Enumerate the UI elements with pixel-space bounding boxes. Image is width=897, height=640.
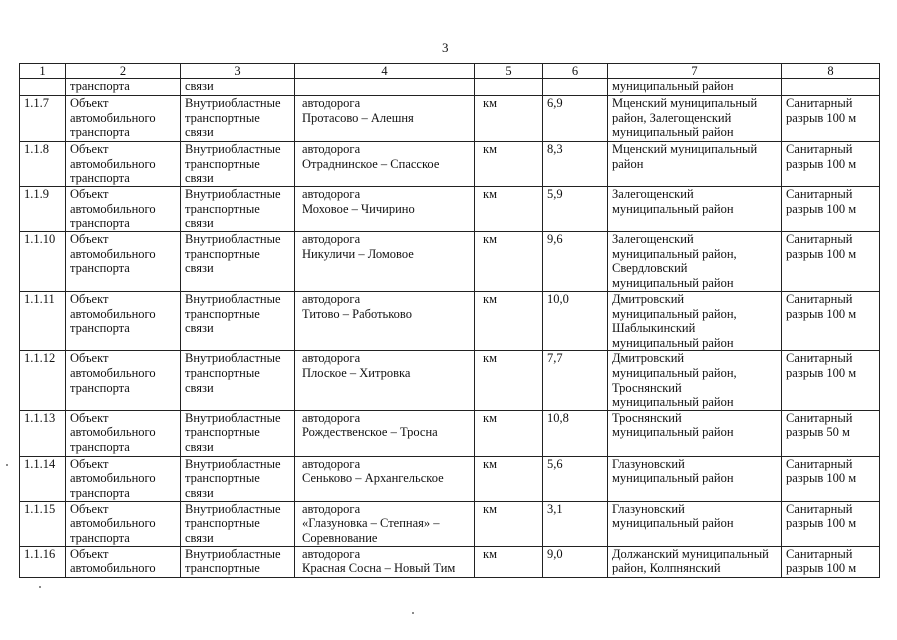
table-row <box>20 232 880 292</box>
table-row <box>20 96 880 142</box>
table-cell: Внутриобластные транспортные связи <box>181 292 295 351</box>
table-cell: Объект автомобильного транспорта <box>66 187 181 232</box>
table-cell: Санитарный разрыв 100 м <box>782 142 880 187</box>
table-cell: Санитарный разрыв 100 м <box>782 292 880 351</box>
header-cell: 8 <box>782 64 880 79</box>
table-cell: Санитарный разрыв 100 м <box>782 232 880 292</box>
table-cell: Дмитровский муниципальный район, Шаблыкинский муниципальный район <box>608 292 782 351</box>
table-cell: автодорога Рождественское – Тросна <box>295 410 475 456</box>
table-cell: Санитарный разрыв 100 м <box>782 351 880 410</box>
continuation-row <box>20 79 880 96</box>
table-cell: Внутриобластные транспортные связи <box>181 501 295 546</box>
table-cell: км <box>475 232 543 292</box>
table-cell: Внутриобластные транспортные связи <box>181 410 295 456</box>
table-cell: Дмитровский муниципальный район, Троснянский муниципальный район <box>608 351 782 410</box>
table-row <box>20 501 880 546</box>
table-cell: 1.1.10 <box>20 232 66 292</box>
table-cell <box>295 79 475 96</box>
table-row <box>20 546 880 577</box>
table-cell: Залегощенский муниципальный район, Свердловский муниципальный район <box>608 232 782 292</box>
table-cell: Санитарный разрыв 100 м <box>782 456 880 501</box>
table-cell: Мценский муниципальный район <box>608 142 782 187</box>
table-cell: 1.1.13 <box>20 410 66 456</box>
table-cell: автодорога Плоское – Хитровка <box>295 351 475 410</box>
table-cell: Объект автомобильного транспорта <box>66 96 181 142</box>
table-cell: Санитарный разрыв 100 м <box>782 96 880 142</box>
table-cell: Внутриобластные транспортные связи <box>181 142 295 187</box>
table-cell: км <box>475 501 543 546</box>
scan-speck <box>39 586 41 588</box>
table-cell: автодорога Отраднинское – Спасское <box>295 142 475 187</box>
table-cell: 10,8 <box>543 410 608 456</box>
table-cell: автодорога Никуличи – Ломовое <box>295 232 475 292</box>
table-cell: Внутриобластные транспортные связи <box>181 351 295 410</box>
table-cell: Глазуновский муниципальный район <box>608 456 782 501</box>
table-cell <box>20 79 66 96</box>
table-cell: 9,0 <box>543 546 608 577</box>
table-cell: связи <box>181 79 295 96</box>
table-cell: 1.1.15 <box>20 501 66 546</box>
table-cell: 7,7 <box>543 351 608 410</box>
header-row <box>20 64 880 79</box>
header-cell: 5 <box>475 64 543 79</box>
table-cell: Объект автомобильного транспорта <box>66 142 181 187</box>
table-cell: Объект автомобильного транспорта <box>66 351 181 410</box>
table-cell: Санитарный разрыв 100 м <box>782 546 880 577</box>
table-cell: Внутриобластные транспортные связи <box>181 232 295 292</box>
header-cell: 2 <box>66 64 181 79</box>
table-row <box>20 410 880 456</box>
table-cell: 1.1.8 <box>20 142 66 187</box>
table-cell: Объект автомобильного транспорта <box>66 292 181 351</box>
table-cell: Глазуновский муниципальный район <box>608 501 782 546</box>
table-cell: км <box>475 410 543 456</box>
header-cell: 1 <box>20 64 66 79</box>
table-cell: 6,9 <box>543 96 608 142</box>
table-cell: Внутриобластные транспортные связи <box>181 456 295 501</box>
table-cell: 1.1.9 <box>20 187 66 232</box>
table-cell: Объект автомобильного транспорта <box>66 232 181 292</box>
table-row <box>20 351 880 410</box>
table-row <box>20 292 880 351</box>
table-cell: автодорога Сеньково – Архангельское <box>295 456 475 501</box>
table-cell: км <box>475 456 543 501</box>
table-cell: 1.1.12 <box>20 351 66 410</box>
table-row <box>20 187 880 232</box>
table-cell: автодорога Протасово – Алешня <box>295 96 475 142</box>
table-cell: Объект автомобильного <box>66 546 181 577</box>
table-cell: Объект автомобильного транспорта <box>66 410 181 456</box>
table-cell: 9,6 <box>543 232 608 292</box>
table-cell: Внутриобластные транспортные <box>181 546 295 577</box>
objects-table <box>19 63 880 578</box>
table-cell: 1.1.7 <box>20 96 66 142</box>
table-cell: км <box>475 187 543 232</box>
table-cell: 5,9 <box>543 187 608 232</box>
table-cell: км <box>475 292 543 351</box>
table-cell <box>543 79 608 96</box>
page-number: 3 <box>442 40 449 55</box>
table-cell: 1.1.16 <box>20 546 66 577</box>
table-row <box>20 142 880 187</box>
table-cell: автодорога Титово – Работьково <box>295 292 475 351</box>
header-cell: 7 <box>608 64 782 79</box>
table-cell <box>782 79 880 96</box>
table-cell: Санитарный разрыв 50 м <box>782 410 880 456</box>
table-cell: транспорта <box>66 79 181 96</box>
table-cell: км <box>475 142 543 187</box>
scan-speck <box>412 612 414 614</box>
table-cell: км <box>475 351 543 410</box>
table-cell: 3,1 <box>543 501 608 546</box>
header-cell: 4 <box>295 64 475 79</box>
header-cell: 6 <box>543 64 608 79</box>
table-cell: 1.1.14 <box>20 456 66 501</box>
table-cell: автодорога «Глазуновка – Степная» – Соревнование <box>295 501 475 546</box>
table-cell <box>475 79 543 96</box>
table-cell: автодорога Красная Сосна – Новый Тим <box>295 546 475 577</box>
table-cell: Санитарный разрыв 100 м <box>782 187 880 232</box>
table-cell: км <box>475 96 543 142</box>
table-cell: 5,6 <box>543 456 608 501</box>
table-cell: муниципальный район <box>608 79 782 96</box>
table-cell: 1.1.11 <box>20 292 66 351</box>
table-cell: Троснянский муниципальный район <box>608 410 782 456</box>
scan-speck <box>6 464 8 466</box>
table-cell: км <box>475 546 543 577</box>
table-cell: 10,0 <box>543 292 608 351</box>
table-cell: Должанский муниципальный район, Колпнянский <box>608 546 782 577</box>
table-cell: Санитарный разрыв 100 м <box>782 501 880 546</box>
header-cell: 3 <box>181 64 295 79</box>
table-cell: автодорога Моховое – Чичирино <box>295 187 475 232</box>
table-cell: Мценский муниципальный район, Залегощенский муниципальный район <box>608 96 782 142</box>
table-cell: Залегощенский муниципальный район <box>608 187 782 232</box>
table-cell: 8,3 <box>543 142 608 187</box>
table-cell: Объект автомобильного транспорта <box>66 456 181 501</box>
table-cell: Объект автомобильного транспорта <box>66 501 181 546</box>
table-cell: Внутриобластные транспортные связи <box>181 96 295 142</box>
table-cell: Внутриобластные транспортные связи <box>181 187 295 232</box>
table-row <box>20 456 880 501</box>
